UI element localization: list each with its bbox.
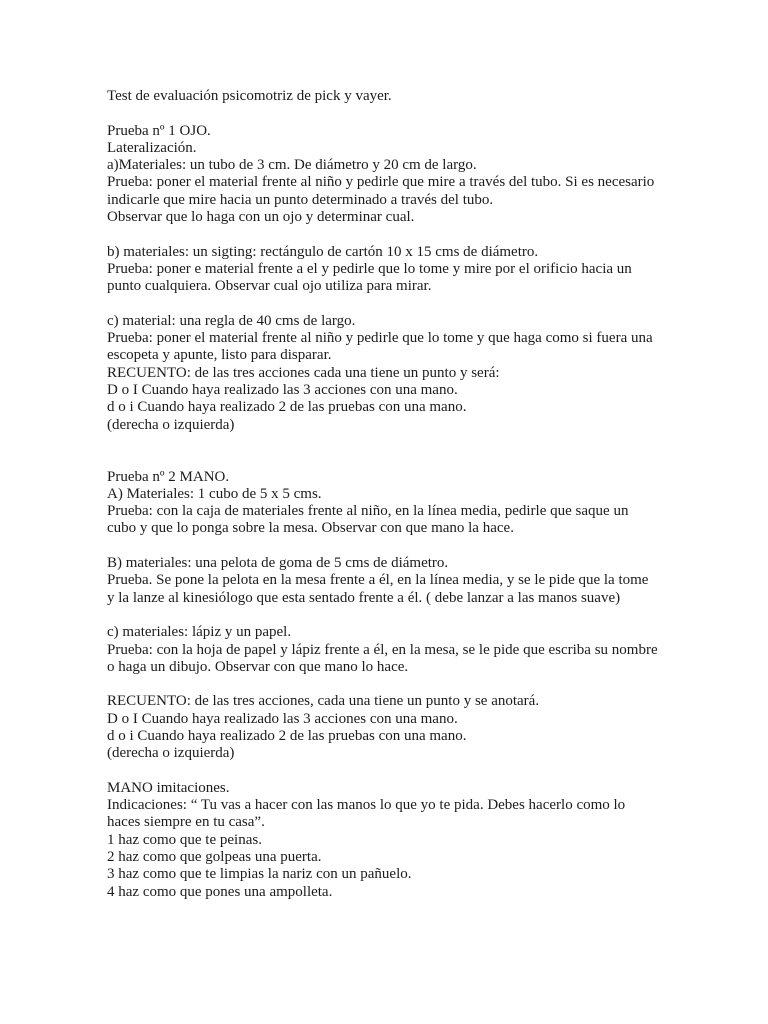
text-line: D o I Cuando haya realizado las 3 acciones con una mano.	[107, 382, 458, 399]
document-body	[107, 88, 667, 901]
text-line: Lateralización.	[107, 139, 197, 156]
paragraph-spacer	[107, 676, 667, 693]
paragraph-spacer	[107, 296, 667, 313]
text-line: indicarle que mire hacia un punto determinado a través del tubo.	[107, 191, 494, 208]
paragraph-spacer	[107, 538, 667, 555]
text-line: MANO imitaciones.	[107, 779, 230, 796]
text-line: c) material: una regla de 40 cms de largo.	[107, 312, 356, 329]
text-line: B) materiales: una pelota de goma de 5 cms de diámetro.	[107, 555, 449, 572]
text-line: 2 haz como que golpeas una puerta.	[107, 849, 322, 866]
text-line: escopeta y apunte, listo para disparar.	[107, 347, 332, 364]
text-line: d o i Cuando haya realizado 2 de las pruebas con una mano.	[107, 727, 467, 744]
text-line: 3 haz como que te limpias la nariz con un pañuelo.	[107, 866, 412, 883]
text-line: 1 haz como que te peinas.	[107, 831, 262, 848]
paragraph-spacer	[107, 434, 667, 469]
text-line: Prueba: con la caja de materiales frente al niño, en la línea media, pedirle que saque un	[107, 503, 629, 520]
text-line: Prueba. Se pone la pelota en la mesa frente a él, en la línea media, y se le pide que la tome	[107, 572, 649, 589]
text-line: (derecha o izquierda)	[107, 416, 235, 433]
text-line: Prueba: poner e material frente a el y pedirle que lo tome y mire por el orificio hacia un	[107, 260, 632, 277]
text-line: A) Materiales: 1 cubo de 5 x 5 cms.	[107, 485, 322, 502]
text-line: (derecha o izquierda)	[107, 745, 235, 762]
paragraph-spacer	[107, 226, 667, 243]
text-line: Prueba nº 2 MANO.	[107, 468, 230, 485]
text-line: Prueba: poner el material frente al niño y pedirle que mire a través del tubo. Si es necesario	[107, 174, 655, 191]
paragraph-spacer	[107, 607, 667, 624]
text-line: Indicaciones: “ Tu vas a hacer con las manos lo que yo te pida. Debes hacerlo como lo	[107, 797, 626, 814]
text-line: a)Materiales: un tubo de 3 cm. De diámetro y 20 cm de largo.	[107, 157, 477, 174]
text-line: y la lanze al kinesiólogo que esta sentado frente a él. ( debe lanzar a las manos suave)	[107, 589, 621, 606]
text-line: Prueba: poner el material frente al niño y pedirle que lo tome y que haga como si fuera una	[107, 330, 653, 347]
text-line: d o i Cuando haya realizado 2 de las pruebas con una mano.	[107, 399, 467, 416]
text-line: c) materiales: lápiz y un papel.	[107, 624, 292, 641]
text-line: 4 haz como que pones una ampolleta.	[107, 883, 333, 900]
text-line: haces siempre en tu casa”.	[107, 814, 265, 831]
text-line: Prueba: con la hoja de papel y lápiz frente a él, en la mesa, se le pide que escriba su nombre	[107, 641, 658, 658]
text-line: Observar que lo haga con un ojo y determinar cual.	[107, 209, 415, 226]
text-line: Test de evaluación psicomotriz de pick y vayer.	[107, 88, 392, 104]
paragraph-spacer	[107, 105, 667, 122]
text-line: Prueba nº 1 OJO.	[107, 122, 211, 139]
paragraph-spacer	[107, 763, 667, 780]
text-line: RECUENTO: de las tres acciones cada una tiene un punto y será:	[107, 364, 500, 381]
text-line: punto cualquiera. Observar cual ojo utiliza para mirar.	[107, 278, 432, 295]
text-line: o haga un dibujo. Observar con que mano lo hace.	[107, 658, 409, 675]
text-line: D o I Cuando haya realizado las 3 acciones con una mano.	[107, 710, 458, 727]
text-line: cubo y que lo ponga sobre la mesa. Observar con que mano la hace.	[107, 520, 514, 537]
text-line: RECUENTO: de las tres acciones, cada una tiene un punto y se anotará.	[107, 693, 540, 710]
text-line: b) materiales: un sigting: rectángulo de cartón 10 x 15 cms de diámetro.	[107, 243, 539, 260]
